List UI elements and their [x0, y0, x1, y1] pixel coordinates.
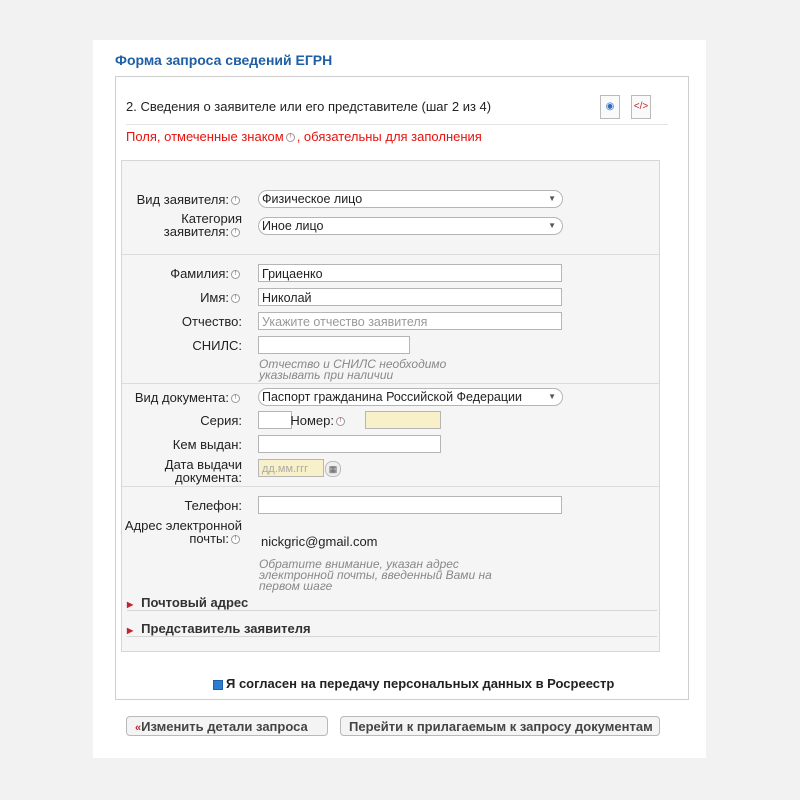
email-value: nickgric@gmail.com: [261, 534, 378, 549]
chevron-down-icon: ▼: [548, 392, 556, 401]
eye-icon[interactable]: ◉: [600, 95, 620, 119]
form-title: Форма запроса сведений ЕГРН: [115, 52, 333, 68]
divider: [122, 383, 659, 384]
applicant-category-label: Категория заявителя: !: [163, 211, 242, 239]
calendar-icon[interactable]: ▦: [325, 461, 341, 477]
phone-input[interactable]: [258, 496, 562, 514]
snils-input[interactable]: [258, 336, 410, 354]
applicant-category-select[interactable]: Иное лицо ▼: [258, 217, 563, 235]
issue-date-label: Дата выдачи документа:: [164, 457, 242, 485]
email-hint: Обратите внимание, указан адрес электронной почты, введенный Вами на первом шаге: [259, 557, 492, 593]
surname-input[interactable]: Грицаенко: [258, 264, 562, 282]
back-button[interactable]: «Изменить детали запроса: [126, 716, 328, 736]
info-icon: !: [231, 394, 240, 403]
email-label: Адрес электронной почты: !: [124, 518, 242, 546]
patronymic-input[interactable]: Укажите отчество заявителя: [258, 312, 562, 330]
phone-label: Телефон:: [184, 498, 242, 513]
form-page: [93, 40, 706, 758]
doc-type-label: Вид документа: !: [122, 391, 242, 404]
number-input[interactable]: [365, 411, 441, 429]
info-icon: !: [231, 228, 240, 237]
issue-date-input[interactable]: дд.мм.ггг: [258, 459, 324, 477]
divider: [122, 486, 659, 487]
code-icon[interactable]: </>: [631, 95, 651, 119]
name-label: Имя: !: [122, 291, 242, 304]
applicant-type-label: Вид заявителя: !: [122, 193, 242, 206]
checkbox-checked-icon[interactable]: [213, 680, 223, 690]
info-icon: !: [231, 294, 240, 303]
postal-address-toggle[interactable]: ▶ Почтовый адрес: [127, 595, 657, 611]
chevron-down-icon: ▼: [548, 194, 556, 203]
required-note: Поля, отмеченные знаком ! , обязательны для заполнения: [126, 129, 482, 144]
next-button[interactable]: Перейти к прилагаемым к запросу документам: [340, 716, 660, 736]
info-icon: !: [231, 270, 240, 279]
issued-by-label: Кем выдан:: [172, 437, 242, 452]
divider: [126, 124, 668, 125]
number-label: Номер: !: [232, 414, 347, 427]
chevron-right-icon: ▶: [127, 626, 134, 635]
info-icon: !: [336, 417, 345, 426]
patronymic-label: Отчество:: [181, 314, 242, 329]
chevron-down-icon: ▼: [548, 221, 556, 230]
chevron-right-icon: ▶: [127, 600, 134, 609]
info-icon: !: [231, 535, 240, 544]
snils-label: СНИЛС:: [192, 338, 242, 353]
info-icon: !: [231, 196, 240, 205]
divider: [122, 254, 659, 255]
form-frame: [115, 76, 689, 700]
issued-by-input[interactable]: [258, 435, 441, 453]
doc-type-select[interactable]: Паспорт гражданина Российской Федерации ▼: [258, 388, 563, 406]
applicant-fieldset: [121, 160, 660, 652]
series-label: Серия:: [200, 413, 242, 428]
step-title: 2. Сведения о заявителе или его представителе (шаг 2 из 4): [126, 99, 492, 114]
name-input[interactable]: Николай: [258, 288, 562, 306]
consent-checkbox[interactable]: Я согласен на передачу персональных данных в Росреестр: [213, 676, 614, 691]
representative-toggle[interactable]: ▶ Представитель заявителя: [127, 621, 657, 637]
surname-label: Фамилия: !: [122, 267, 242, 280]
info-icon: !: [286, 133, 295, 142]
snils-hint: Отчество и СНИЛС необходимо указывать при наличии: [259, 357, 447, 382]
applicant-type-select[interactable]: Физическое лицо ▼: [258, 190, 563, 208]
